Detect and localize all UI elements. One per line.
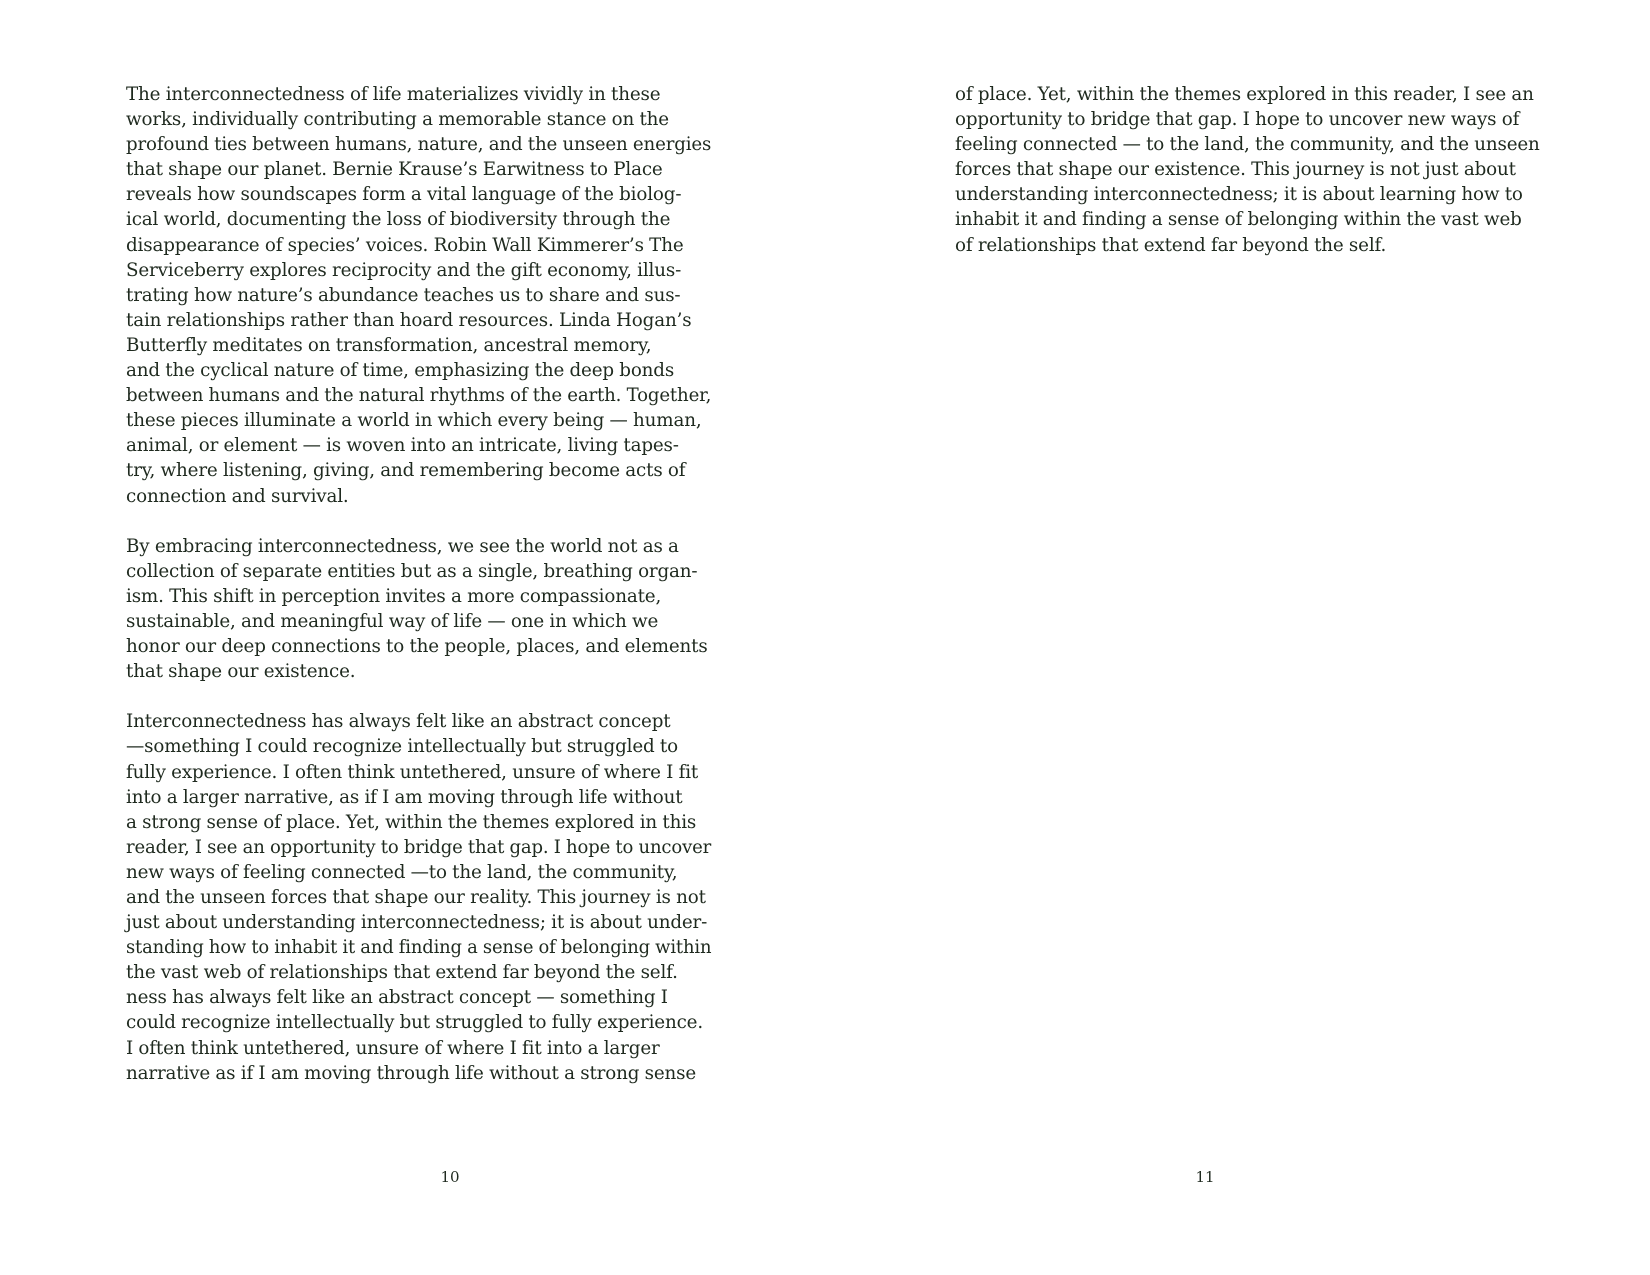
paragraph bbox=[126, 709, 711, 1085]
text-line: collection of separate entities but as a single, breathing organ- bbox=[126, 560, 698, 582]
text-line: the vast web of relationships that extend far beyond the self. bbox=[126, 962, 678, 984]
text-line: works, individually contributing a memorable stance on the bbox=[126, 109, 669, 131]
text-line: reveals how soundscapes form a vital language of the biolog- bbox=[126, 184, 682, 206]
text-line: fully experience. I often think untethered, unsure of where I fit bbox=[126, 761, 699, 783]
text-line: forces that shape our existence. This journey is not just about bbox=[955, 159, 1516, 181]
text-line: ness has always felt like an abstract concept — something I bbox=[126, 987, 668, 1009]
text-line: ism. This shift in perception invites a more compassionate, bbox=[126, 585, 662, 607]
text-line: new ways of feeling connected —to the land, the community, bbox=[126, 861, 678, 883]
text-line: honor our deep connections to the people, places, and elements bbox=[126, 636, 708, 658]
text-line: between humans and the natural rhythms of the earth. Together, bbox=[126, 385, 712, 407]
text-line: inhabit it and finding a sense of belonging within the vast web bbox=[955, 209, 1522, 231]
text-line: Butterfly meditates on transformation, ancestral memory, bbox=[126, 334, 652, 356]
paragraph bbox=[126, 534, 711, 685]
right-page bbox=[825, 0, 1650, 1275]
text-line: opportunity to bridge that gap. I hope to uncover new ways of bbox=[955, 109, 1520, 131]
text-line: understanding interconnectedness; it is about learning how to bbox=[955, 184, 1523, 206]
text-line: By embracing interconnectedness, we see the world not as a bbox=[126, 535, 679, 557]
text-line: just about understanding interconnectedness; it is about under- bbox=[126, 912, 708, 934]
text-line: ical world, documenting the loss of biodiversity through the bbox=[126, 209, 671, 231]
text-line: standing how to inhabit it and finding a sense of belonging within bbox=[126, 937, 712, 959]
text-line: profound ties between humans, nature, and the unseen energies bbox=[126, 134, 712, 156]
text-line: these pieces illuminate a world in which every being — human, bbox=[126, 410, 702, 432]
text-line: try, where listening, giving, and remembering become acts of bbox=[126, 460, 686, 482]
text-line: tain relationships rather than hoard resources. Linda Hogan’s bbox=[126, 309, 692, 331]
text-line: I often think untethered, unsure of where I fit into a larger bbox=[126, 1037, 660, 1059]
text-line: The interconnectedness of life materializes vividly in these bbox=[126, 84, 661, 105]
text-line: and the cyclical nature of time, emphasizing the deep bonds bbox=[126, 360, 675, 382]
text-line: Interconnectedness has always felt like an abstract concept bbox=[126, 711, 671, 733]
paragraph bbox=[955, 82, 1540, 258]
paragraph bbox=[126, 82, 711, 509]
text-line: that shape our planet. Bernie Krause’s Earwitness to Place bbox=[126, 159, 663, 181]
page-number: 10 bbox=[440, 1168, 460, 1186]
text-line: could recognize intellectually but struggled to fully experience. bbox=[126, 1012, 703, 1034]
text-line: connection and survival. bbox=[126, 485, 349, 507]
text-line: and the unseen forces that shape our reality. This journey is not bbox=[126, 887, 706, 908]
text-line: —something I could recognize intellectually but struggled to bbox=[126, 736, 678, 758]
left-page-body bbox=[126, 82, 711, 1086]
right-page-body bbox=[955, 82, 1540, 258]
text-line: a strong sense of place. Yet, within the themes explored in this bbox=[126, 811, 697, 833]
text-line: Serviceberry explores reciprocity and the gift economy, illus- bbox=[126, 259, 682, 281]
text-line: of place. Yet, within the themes explored in this reader, I see an bbox=[955, 84, 1534, 105]
page-number: 11 bbox=[1195, 1168, 1215, 1186]
text-line: animal, or element — is woven into an intricate, living tapes- bbox=[126, 435, 679, 457]
text-line: feeling connected — to the land, the community, and the unseen bbox=[955, 134, 1540, 156]
text-line: disappearance of species’ voices. Robin Wall Kimmerer’s The bbox=[126, 234, 684, 256]
text-line: narrative as if I am moving through life without a strong sense bbox=[126, 1062, 697, 1084]
text-line: reader, I see an opportunity to bridge that gap. I hope to uncover bbox=[126, 836, 712, 858]
text-line: into a larger narrative, as if I am moving through life without bbox=[126, 786, 683, 808]
text-line: of relationships that extend far beyond the self. bbox=[955, 234, 1387, 256]
text-line: trating how nature’s abundance teaches us to share and sus- bbox=[126, 284, 681, 306]
text-line: that shape our existence. bbox=[126, 661, 356, 683]
text-line: sustainable, and meaningful way of life — one in which we bbox=[126, 610, 659, 632]
